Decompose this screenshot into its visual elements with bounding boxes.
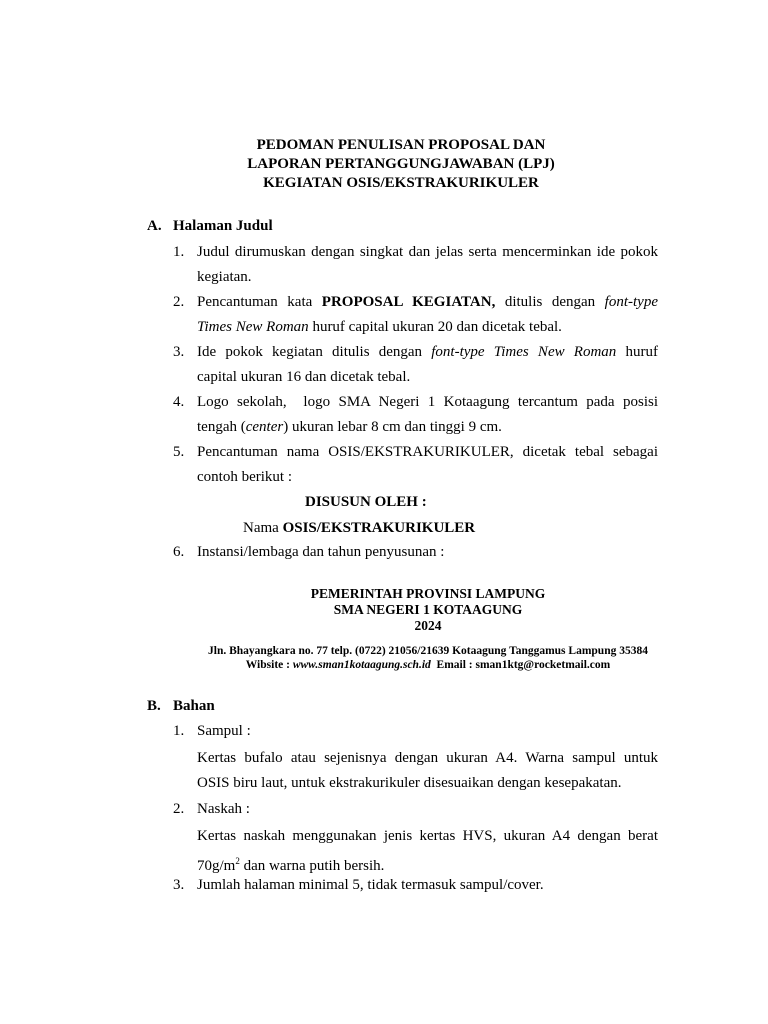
italic-term: center (245, 419, 284, 435)
item-number: 2. (173, 294, 185, 310)
bold-keyword: PROPOSAL KEGIATAN, (321, 294, 496, 310)
section-a-title: Halaman Judul (173, 218, 273, 234)
example-nama: Nama OSIS/EKSTRAKURIKULER (243, 520, 476, 536)
item-number: 1. (173, 244, 185, 260)
list-item (173, 290, 658, 340)
list-item (173, 240, 658, 290)
section-b-heading (147, 698, 215, 715)
item-number: 4. (173, 394, 185, 410)
item-text: Sampul : Kertas bufalo atau sejenisnya dengan ukuran A4. Warna sampul untuk OSIS biru laut, untuk ekstrakurikuler disesuaikan dengan kesepakatan. (197, 723, 658, 791)
item-number: 3. (173, 877, 185, 893)
italic-term: font-type Times New Roman (431, 344, 617, 360)
list-item (173, 440, 658, 490)
list-item (173, 390, 658, 440)
item-text: Instansi/lembaga dan tahun penyusunan : (197, 544, 445, 560)
italic-term: Times New Roman (197, 319, 309, 335)
item-text: Pencantuman kata PROPOSAL KEGIATAN, ditulis dengan font-type Times New Roman huruf capital ukuran 20 dan dicetak tebal. (197, 294, 658, 335)
institution-website: www.sman1kotaagung.sch.id (292, 659, 431, 671)
item-number: 3. (173, 344, 185, 360)
title-line-3: KEGIATAN OSIS/EKSTRAKURIKULER (263, 175, 539, 191)
list-item (173, 340, 658, 390)
item-text: Judul dirumuskan dengan singkat dan jelas serta mencerminkan ide pokok kegiatan. (197, 244, 658, 285)
institution-line-2: SMA NEGERI 1 KOTAAGUNG (333, 602, 523, 617)
item-number: 5. (173, 444, 185, 460)
example-disusun-oleh: DISUSUN OLEH : (305, 494, 427, 510)
list-item (173, 797, 658, 879)
item-text: Ide pokok kegiatan ditulis dengan font-type Times New Roman huruf capital ukuran 16 dan dicetak tebal. (197, 344, 658, 385)
item-number: 2. (173, 801, 185, 817)
example-org-name: OSIS/EKSTRAKURIKULER (282, 520, 476, 536)
institution-contact: Jln. Bhayangkara no. 77 telp. (0722) 21056/21639 Kotaagung Tanggamus Lampung 35384 Wibsite : www.sman1kotaagung.sch.id Email : sman1ktg@rocketmail.com (54, 644, 768, 672)
institution-address: Jln. Bhayangkara no. 77 telp. (0722) 21056/21639 Kotaagung Tanggamus Lampung 35384 (208, 645, 648, 657)
item-text: Jumlah halaman minimal 5, tidak termasuk sampul/cover. (197, 877, 544, 893)
item-number: 1. (173, 723, 185, 739)
institution-year: 2024 (414, 618, 442, 633)
item-text: Logo sekolah, logo SMA Negeri 1 Kotaagung tercantum pada posisi tengah (center) ukuran lebar 8 cm dan tinggi 9 cm. (197, 394, 658, 435)
section-a-heading (147, 218, 273, 235)
title-line-2: LAPORAN PERTANGGUNGJAWABAN (LPJ) (247, 156, 555, 172)
item-text: Pencantuman nama OSIS/EKSTRAKURIKULER, dicetak tebal sebagai contoh berikut : (197, 444, 658, 485)
item-number: 6. (173, 544, 185, 560)
item-text: Naskah : Kertas naskah menggunakan jenis kertas HVS, ukuran A4 dengan berat $70g/m^2$ dan warna putih bersih. (197, 801, 658, 874)
list-item (173, 873, 658, 898)
italic-term: font-type (604, 294, 658, 310)
section-a-letter: A. (147, 218, 162, 234)
section-b-title: Bahan (173, 698, 215, 714)
section-b-letter: B. (147, 698, 161, 714)
list-item (173, 719, 658, 796)
list-item (173, 540, 658, 565)
institution-block (54, 586, 768, 634)
institution-line-1: PEMERINTAH PROVINSI LAMPUNG (310, 586, 546, 601)
title-line-1: PEDOMAN PENULISAN PROPOSAL DAN (256, 137, 546, 153)
document-title (0, 136, 768, 193)
institution-email: Email : sman1ktg@rocketmail.com (430, 659, 611, 671)
